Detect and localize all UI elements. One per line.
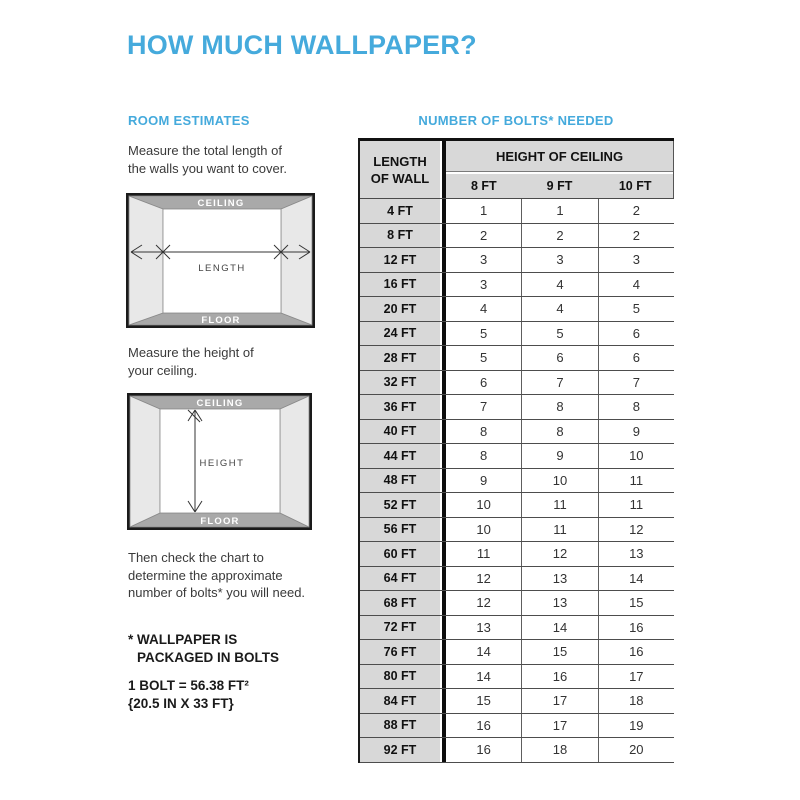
- bolt-count-cell: 6: [598, 322, 674, 346]
- length-of-wall-header: [360, 141, 440, 198]
- bolt-count-cell: 9: [480, 472, 488, 488]
- ceiling-height-columns: [446, 172, 673, 198]
- table-row: [360, 616, 674, 641]
- bolt-count-cell: 11: [521, 518, 597, 542]
- bolt-count-cell: 2: [521, 224, 597, 248]
- left-wall: [129, 196, 163, 325]
- bolt-count-cell: 1: [521, 199, 597, 223]
- floor-label: FLOOR: [201, 315, 241, 326]
- table-header: [360, 141, 674, 199]
- ceiling-label: CEILING: [196, 398, 244, 409]
- bolt-count-cell: 5: [480, 325, 488, 341]
- measure-length-line1: Measure the total length of: [128, 143, 282, 158]
- bolt-count-cell: 11: [476, 546, 491, 562]
- bolt-count-cell: 14: [476, 668, 491, 684]
- bolt-count-cell: 16: [521, 665, 597, 689]
- table-row: [360, 591, 674, 616]
- bolt-count-cell: 16: [476, 742, 491, 758]
- wall-length-cell: 12 FT: [360, 248, 440, 272]
- bolt-count-cell: 11: [598, 469, 674, 493]
- bolt-count-cell: 7: [521, 371, 597, 395]
- col-header-10ft: 10 FT: [618, 179, 652, 193]
- table-row: [360, 689, 674, 714]
- bolt-count-cell: 18: [598, 689, 674, 713]
- room-height-diagram: [127, 393, 312, 530]
- table-row: [360, 224, 674, 249]
- col-header-8ft: 8 FT: [470, 179, 497, 193]
- table-row: [360, 493, 674, 518]
- wall-length-cell: 48 FT: [360, 469, 440, 493]
- ceiling-height-header: [446, 141, 674, 198]
- wall-length-cell: 68 FT: [360, 591, 440, 615]
- bolt-count-cell: 8: [521, 420, 597, 444]
- floor-label: FLOOR: [200, 516, 240, 527]
- bolts-table: [358, 138, 674, 763]
- table-row: [360, 248, 674, 273]
- bolt-count-cell: 3: [480, 252, 488, 268]
- bolt-count-cell: 12: [521, 542, 597, 566]
- back-wall: [163, 209, 281, 313]
- bolt-count-cell: 15: [521, 640, 597, 664]
- wall-length-cell: 44 FT: [360, 444, 440, 468]
- wall-length-cell: 28 FT: [360, 346, 440, 370]
- bolt-count-cell: 16: [598, 616, 674, 640]
- table-row: [360, 371, 674, 396]
- footnote-line1: * WALLPAPER IS: [128, 632, 238, 647]
- wall-length-cell: 40 FT: [360, 420, 440, 444]
- measure-height-line1: Measure the height of: [128, 345, 254, 360]
- bolt-count-cell: 19: [598, 714, 674, 738]
- left-wall: [130, 396, 160, 527]
- bolts-needed-heading: NUMBER OF BOLTS* NEEDED: [418, 113, 614, 128]
- table-row: [360, 640, 674, 665]
- bolt-count-cell: 3: [521, 248, 597, 272]
- bolt-count-cell: 17: [521, 714, 597, 738]
- bolt-count-cell: 16: [476, 717, 491, 733]
- wall-length-cell: 20 FT: [360, 297, 440, 321]
- check-chart-line3: number of bolts* you will need.: [128, 585, 306, 600]
- bolt-count-cell: 15: [476, 693, 491, 709]
- bolt-size-info: [128, 677, 249, 712]
- table-row: [360, 297, 674, 322]
- bolt-count-cell: 11: [521, 493, 597, 517]
- bolt-count-cell: 1: [480, 203, 488, 219]
- table-row: [360, 322, 674, 347]
- page-title: HOW MUCH WALLPAPER?: [127, 30, 477, 60]
- footnote-line2: PACKAGED IN BOLTS: [137, 649, 280, 665]
- bolt-count-cell: 5: [598, 297, 674, 321]
- bolt-count-cell: 7: [598, 371, 674, 395]
- wall-length-cell: 60 FT: [360, 542, 440, 566]
- bolt-count-cell: 4: [521, 273, 597, 297]
- bolt-count-cell: 12: [476, 570, 491, 586]
- bolt-count-cell: 17: [598, 665, 674, 689]
- bolt-count-cell: 2: [598, 224, 674, 248]
- bolt-count-cell: 9: [521, 444, 597, 468]
- table-row: [360, 518, 674, 543]
- wall-length-cell: 84 FT: [360, 689, 440, 713]
- check-chart-line1: Then check the chart to: [128, 550, 264, 565]
- wall-length-cell: 72 FT: [360, 616, 440, 640]
- bolt-count-cell: 10: [598, 444, 674, 468]
- bolt-count-cell: 14: [521, 616, 597, 640]
- table-row: [360, 444, 674, 469]
- wall-length-cell: 80 FT: [360, 665, 440, 689]
- table-row: [360, 738, 674, 763]
- bolt-count-cell: 2: [480, 227, 488, 243]
- wallpaper-footnote: [128, 631, 279, 666]
- bolt-count-cell: 13: [521, 567, 597, 591]
- bolt-count-cell: 17: [521, 689, 597, 713]
- bolt-count-cell: 5: [521, 322, 597, 346]
- bolt-count-cell: 13: [521, 591, 597, 615]
- bolt-count-cell: 9: [598, 420, 674, 444]
- bolt-count-cell: 4: [521, 297, 597, 321]
- bolt-count-cell: 15: [598, 591, 674, 615]
- bolt-count-cell: 2: [598, 199, 674, 223]
- wall-length-cell: 52 FT: [360, 493, 440, 517]
- bolt-count-cell: 14: [476, 644, 491, 660]
- bolt-count-cell: 8: [480, 423, 488, 439]
- bolt-size-line1: 1 BOLT = 56.38 FT²: [128, 678, 249, 693]
- table-row: [360, 420, 674, 445]
- bolt-count-cell: 3: [480, 276, 488, 292]
- measure-height-line2: your ceiling.: [128, 362, 198, 378]
- bolt-count-cell: 5: [480, 350, 488, 366]
- table-row: [360, 199, 674, 224]
- table-row: [360, 273, 674, 298]
- wall-length-cell: 76 FT: [360, 640, 440, 664]
- bolt-count-cell: 10: [476, 521, 491, 537]
- wall-length-cell: 8 FT: [360, 224, 440, 248]
- room-length-diagram: [126, 193, 315, 328]
- height-of-ceiling-label: HEIGHT OF CEILING: [446, 141, 673, 172]
- room-estimates-heading: ROOM ESTIMATES: [128, 113, 250, 128]
- wall-length-cell: 92 FT: [360, 738, 440, 762]
- table-row: [360, 714, 674, 739]
- bolt-count-cell: 10: [521, 469, 597, 493]
- bolt-count-cell: 14: [598, 567, 674, 591]
- bolt-count-cell: 3: [598, 248, 674, 272]
- bolt-count-cell: 6: [521, 346, 597, 370]
- measure-length-line2: the walls you want to cover.: [128, 160, 287, 176]
- table-row: [360, 395, 674, 420]
- measure-height-text: [128, 344, 254, 379]
- table-row: [360, 346, 674, 371]
- bolt-count-cell: 13: [598, 542, 674, 566]
- bolt-count-cell: 4: [598, 273, 674, 297]
- check-chart-line2: determine the approximate: [128, 567, 283, 583]
- bolt-count-cell: 12: [598, 518, 674, 542]
- measure-length-text: [128, 142, 287, 177]
- bolt-count-cell: 16: [598, 640, 674, 664]
- bolt-count-cell: 8: [521, 395, 597, 419]
- table-row: [360, 469, 674, 494]
- wall-length-cell: 56 FT: [360, 518, 440, 542]
- table-row: [360, 542, 674, 567]
- bolt-count-cell: 6: [480, 374, 488, 390]
- bolt-count-cell: 13: [476, 619, 491, 635]
- ceiling-label: CEILING: [197, 198, 245, 209]
- bolt-count-cell: 11: [598, 493, 674, 517]
- length-of-wall-line1: LENGTH: [373, 153, 427, 169]
- bolt-count-cell: 10: [476, 497, 491, 513]
- length-label: LENGTH: [198, 263, 246, 274]
- wall-length-cell: 32 FT: [360, 371, 440, 395]
- bolt-count-cell: 7: [480, 399, 488, 415]
- table-row: [360, 665, 674, 690]
- bolt-size-line2: {20.5 IN X 33 FT}: [128, 695, 234, 711]
- right-wall: [281, 196, 312, 325]
- right-wall: [280, 396, 309, 527]
- bolts-table-body: [360, 199, 674, 763]
- wall-length-cell: 36 FT: [360, 395, 440, 419]
- bolt-count-cell: 20: [598, 738, 674, 762]
- bolt-count-cell: 6: [598, 346, 674, 370]
- height-label: HEIGHT: [199, 458, 245, 469]
- wall-length-cell: 4 FT: [360, 199, 440, 223]
- check-chart-text: [128, 549, 305, 602]
- wall-length-cell: 16 FT: [360, 273, 440, 297]
- wall-length-cell: 24 FT: [360, 322, 440, 346]
- length-of-wall-line2: OF WALL: [370, 170, 430, 186]
- wall-length-cell: 64 FT: [360, 567, 440, 591]
- wall-length-cell: 88 FT: [360, 714, 440, 738]
- bolt-count-cell: 8: [598, 395, 674, 419]
- bolt-count-cell: 12: [476, 595, 491, 611]
- col-header-9ft: 9 FT: [546, 179, 573, 193]
- table-row: [360, 567, 674, 592]
- bolt-count-cell: 8: [480, 448, 488, 464]
- bolt-count-cell: 18: [521, 738, 597, 762]
- bolt-count-cell: 4: [480, 301, 488, 317]
